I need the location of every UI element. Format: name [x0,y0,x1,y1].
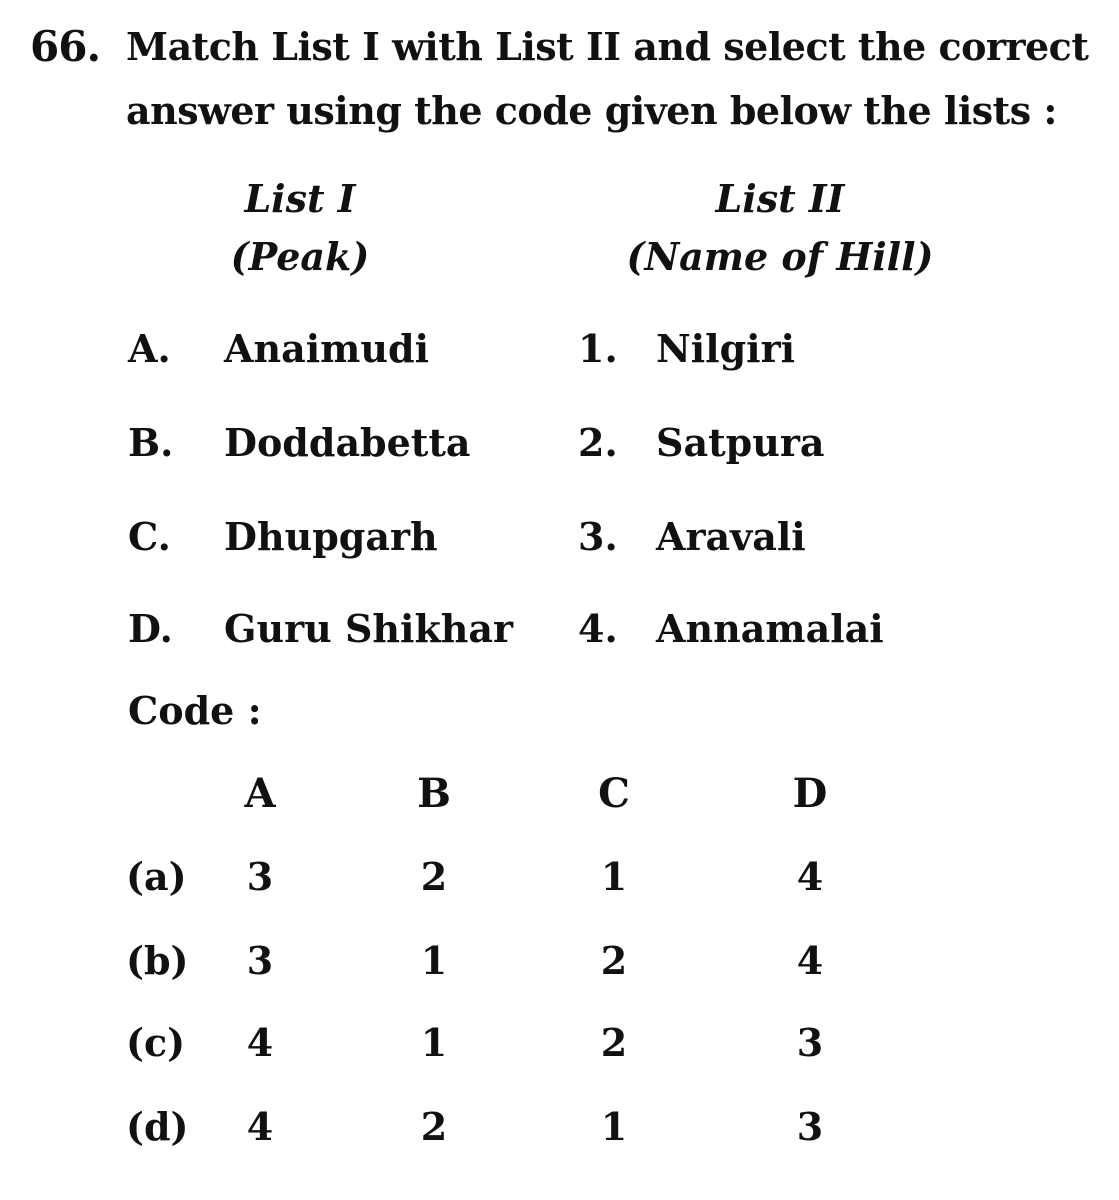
question-number: 66. [30,22,101,71]
peak-name: Doddabetta [224,420,471,465]
option-value: 4 [246,1104,274,1149]
option-value: 3 [246,938,274,983]
option-value: 3 [796,1104,824,1149]
option-value: 3 [246,854,274,899]
hill-number: 1. [578,326,618,371]
code-header-d: D [792,770,828,817]
option-value: 4 [796,938,824,983]
option-value: 1 [420,938,448,983]
code-header-b: B [417,770,451,817]
option-label: (c) [126,1020,186,1065]
option-value: 1 [420,1020,448,1065]
option-value: 1 [600,1104,628,1149]
list-2-subtitle: (Name of Hill) [626,234,934,279]
code-header-c: C [598,770,630,817]
hill-name: Nilgiri [656,326,796,371]
peak-letter: A. [128,326,171,371]
peak-name: Dhupgarh [224,514,438,559]
peak-name: Anaimudi [224,326,430,371]
hill-name: Satpura [656,420,825,465]
option-value: 2 [600,1020,628,1065]
hill-number: 2. [578,420,618,465]
peak-name: Guru Shikhar [224,606,514,651]
question-text-line-2: answer using the code given below the lists : [126,88,1057,133]
hill-name: Annamalai [656,606,884,651]
code-label: Code : [128,688,262,733]
option-label: (b) [126,938,189,983]
option-value: 1 [600,854,628,899]
option-value: 4 [796,854,824,899]
option-label: (d) [126,1104,189,1149]
list-1-title: List I [244,176,356,221]
option-value: 2 [420,854,448,899]
peak-letter: D. [128,606,173,651]
question-text-line-1: Match List I with List II and select the correct [126,24,1089,69]
hill-name: Aravali [656,514,806,559]
list-1-subtitle: (Peak) [230,234,370,279]
option-label: (a) [126,854,187,899]
list-2-title: List II [715,176,845,221]
option-value: 2 [420,1104,448,1149]
peak-letter: C. [128,514,171,559]
option-value: 4 [246,1020,274,1065]
peak-letter: B. [128,420,174,465]
option-value: 2 [600,938,628,983]
code-header-a: A [244,770,276,817]
option-value: 3 [796,1020,824,1065]
hill-number: 4. [578,606,618,651]
hill-number: 3. [578,514,618,559]
